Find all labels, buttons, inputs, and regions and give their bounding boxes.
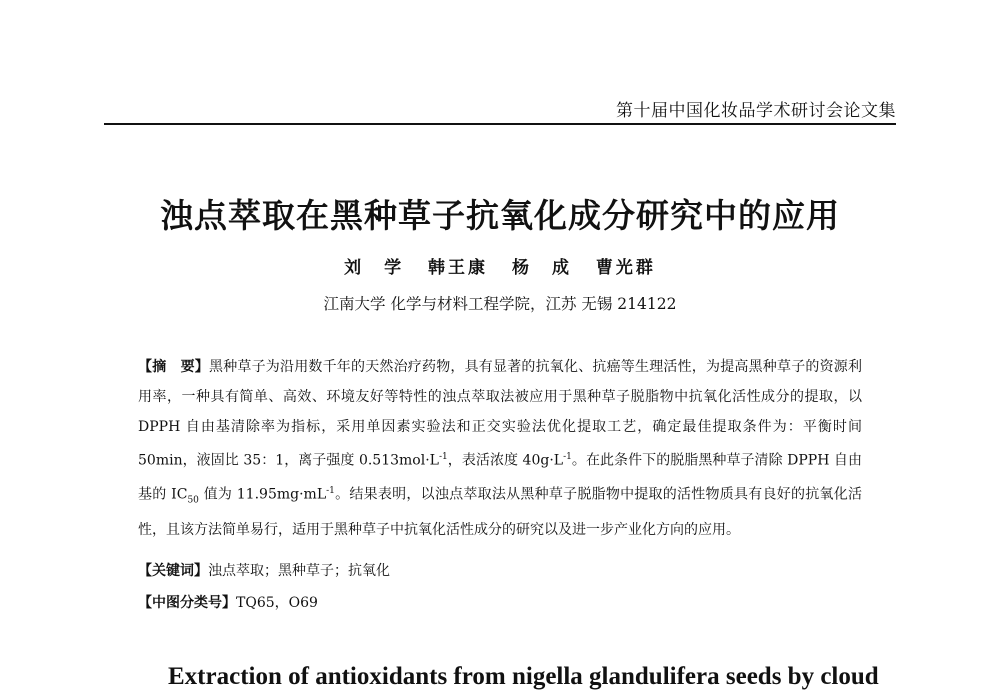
affiliation: 江南大学 化学与材料工程学院，江苏 无锡 214122 [323, 295, 677, 313]
header-divider [104, 123, 896, 125]
unit-superscript: -1 [563, 452, 572, 462]
classification-label: 【中图分类号】 [138, 595, 236, 611]
unit-superscript: -1 [326, 485, 335, 496]
abstract-text: 黑种草子为沿用数千年的天然治疗药物，具有显著的抗氧化、抗癌等生理活性，为提高黑种草子的资源利用率，一种具有简单、高效、环境友好等特性的浊点萃取法被应用于黑种草子脱脂物中抗氧化活性成分的提取，以 DPPH 自由基清除率为指标，采用单因素实验法和正交实验法优化提取工艺，确定最佳提取条件为：平衡时间 50min，液固比 35：1，离子强度 0.513mol·L [138, 359, 862, 469]
author: 韩王康 [428, 258, 489, 278]
english-title: Extraction of antioxidants from nigella glandulifera seeds by cloud [168, 663, 879, 690]
running-header: 第十届中国化妆品学术研讨会论文集 [616, 101, 896, 121]
abstract-text: ，表活浓度 40g·L [447, 452, 564, 469]
abstract-paragraph [138, 352, 862, 545]
author: 杨 成 [511, 258, 572, 278]
classification-number [138, 592, 318, 612]
abstract-label: 【摘 要】 [138, 359, 209, 375]
classification-text: TQ65，O69 [236, 595, 318, 611]
abstract-text: 。在此条件下的脱脂黑种草子清除 DPPH 自由基的 IC [138, 452, 862, 503]
keywords-text: 浊点萃取；黑种草子；抗氧化 [208, 563, 390, 579]
keywords [138, 560, 390, 580]
keywords-label: 【关键词】 [138, 563, 208, 579]
paper-title: 浊点萃取在黑种草子抗氧化成分研究中的应用 [160, 196, 840, 235]
abstract [138, 352, 862, 545]
unit-superscript: -1 [438, 452, 448, 462]
abstract-text: 。结果表明，以浊点萃取法从黑种草子脱脂物中提取的活性物质具有良好的抗氧化活性，且该方法简单易行，适用于黑种草子中抗氧化活性成分的研究以及进一步产业化方向的应用。 [138, 486, 862, 539]
author: 刘 学 [344, 258, 405, 278]
author-list [0, 253, 1000, 278]
ic50-subscript: 50 [187, 495, 199, 506]
abstract-text: 值为 11.95mg·mL [198, 486, 327, 503]
author: 曹光群 [595, 258, 656, 278]
